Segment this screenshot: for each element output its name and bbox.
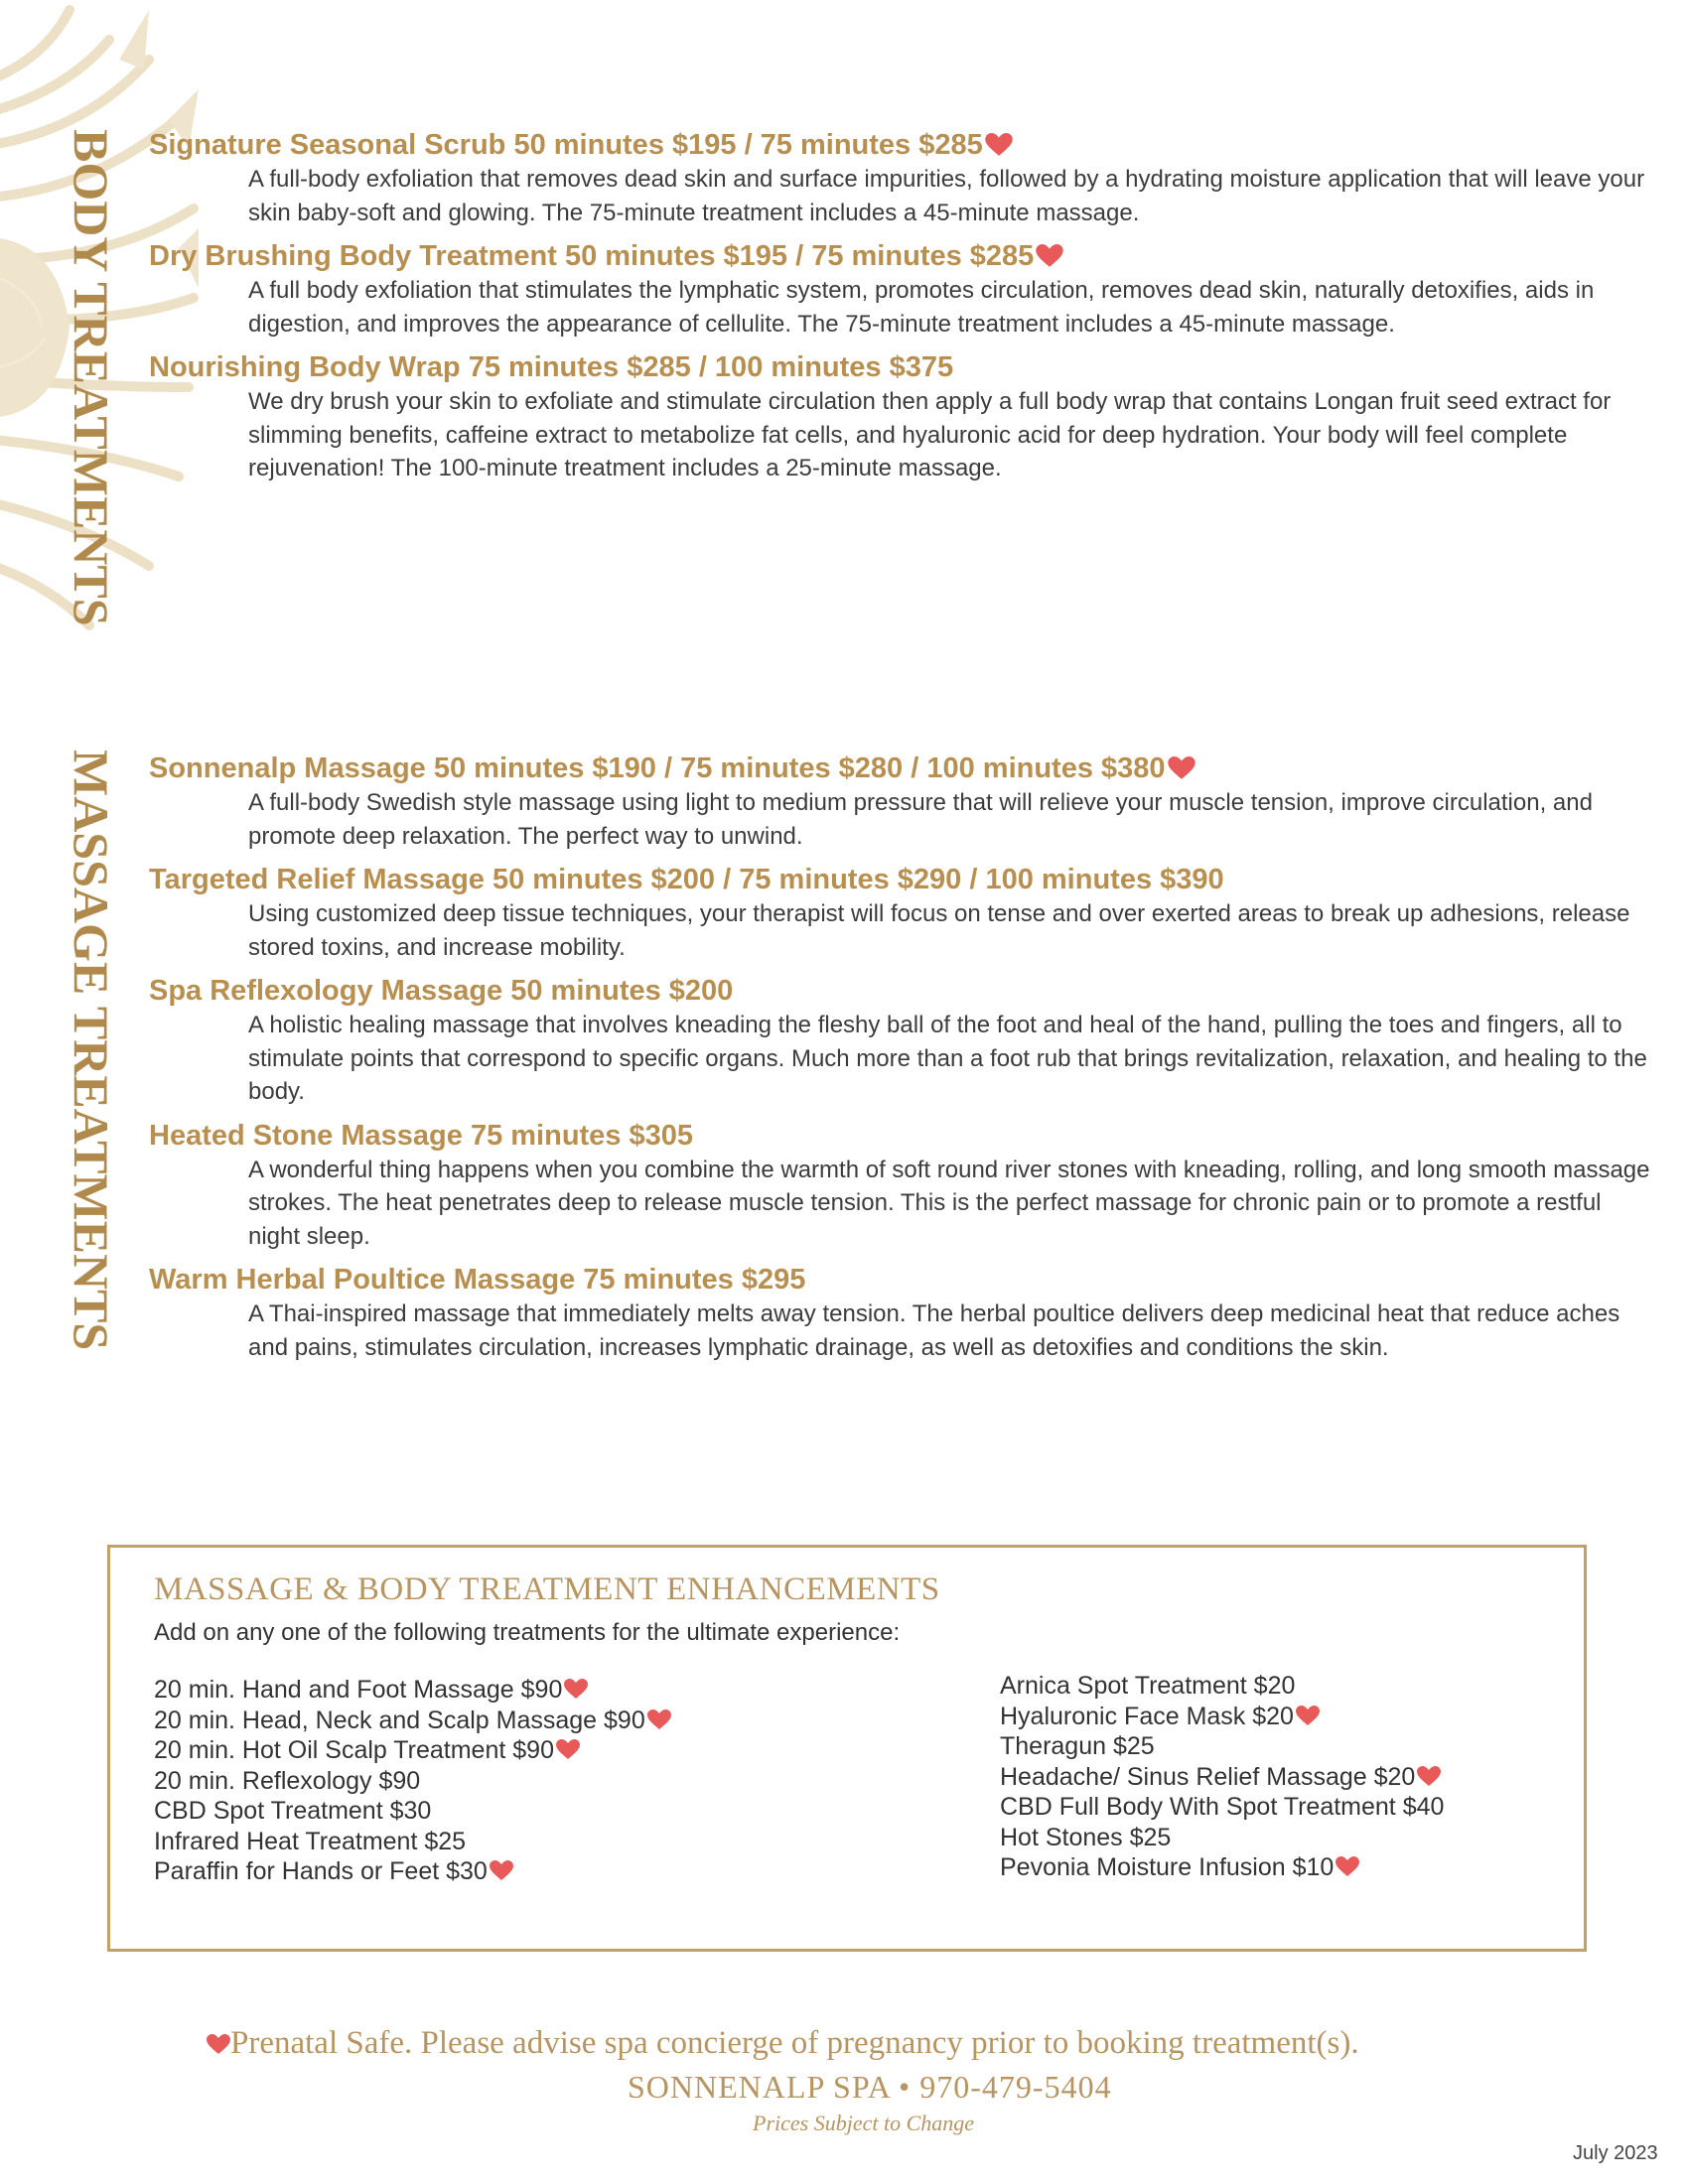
treatment-title-text: Sonnenalp Massage 50 minutes $190 / 75 minutes $280 / 100 minutes $380 — [149, 752, 1166, 784]
treatment-title-text: Spa Reflexology Massage 50 minutes $200 — [149, 975, 734, 1007]
enhancement-text: Infrared Heat Treatment $25 — [154, 1827, 467, 1855]
treatment-title — [149, 973, 1658, 1009]
treatment-title-text: Nourishing Body Wrap 75 minutes $285 / 100 minutes $375 — [149, 351, 954, 383]
treatment-title — [149, 238, 1658, 274]
enhancement-text: Hyaluronic Face Mask $20 — [1000, 1702, 1294, 1730]
treatment-title-text: Targeted Relief Massage 50 minutes $200 / 75 minutes $290 / 100 minutes $390 — [149, 864, 1224, 895]
treatment-title-text: Dry Brushing Body Treatment 50 minutes $195 / 75 minutes $285 — [149, 240, 1035, 272]
enhancement-text: CBD Spot Treatment $30 — [154, 1797, 432, 1825]
massage-treatments-list — [149, 751, 1658, 1373]
body-treatments-list — [149, 127, 1658, 494]
treatment-description: A wonderful thing happens when you combine the warmth of soft round river stones with kneading, rolling, and long smooth massage strokes. The heat penetrates deep to release muscle tension. This is the perfect massage for chronic pain or to promote a restful night sleep. — [248, 1156, 1650, 1250]
enhancement-text: 20 min. Head, Neck and Scalp Massage $90 — [154, 1706, 645, 1734]
enhancement-item — [154, 1796, 671, 1827]
enhancement-text: Paraffin for Hands or Feet $30 — [154, 1857, 488, 1885]
enhancement-text: Arnica Spot Treatment $20 — [1000, 1672, 1296, 1700]
treatment-item — [149, 349, 1658, 485]
treatment-item — [149, 127, 1658, 229]
enhancements-box — [107, 1545, 1587, 1952]
treatment-description: A full-body exfoliation that removes dead skin and surface impurities, followed by a hydrating moisture application that will leave your skin baby-soft and glowing. The 75-minute treatment includes a 45-minute massage. — [248, 166, 1645, 226]
treatment-title — [149, 862, 1658, 897]
enhancement-text: 20 min. Hot Oil Scalp Treatment $90 — [154, 1736, 554, 1764]
heart-icon — [1296, 1706, 1320, 1726]
enhancement-item — [1000, 1762, 1444, 1793]
enhancement-item — [1000, 1702, 1444, 1732]
heart-icon — [1168, 756, 1196, 780]
treatment-title — [149, 349, 1658, 385]
prices-note: Prices Subject to Change — [753, 2111, 975, 2135]
heart-icon — [207, 2034, 230, 2055]
enhancement-item — [154, 1827, 671, 1857]
treatment-description: A full-body Swedish style massage using light to medium pressure that will relieve your muscle tension, improve circulation, and promote deep relaxation. The perfect way to unwind. — [248, 789, 1593, 850]
body-treatments-heading: BODY TREATMENTS — [64, 129, 119, 626]
heart-icon — [1336, 1856, 1359, 1877]
heart-icon — [1417, 1766, 1441, 1787]
document-date: July 2023 — [1573, 2142, 1658, 2164]
massage-treatments-heading: MASSAGE TREATMENTS — [64, 750, 119, 1351]
enhancements-title: MASSAGE & BODY TREATMENT ENHANCEMENTS — [154, 1571, 940, 1607]
enhancement-text: Hot Stones $25 — [1000, 1823, 1172, 1851]
enhancement-text: 20 min. Hand and Foot Massage $90 — [154, 1676, 563, 1704]
treatment-item — [149, 862, 1658, 964]
enhancement-item — [154, 1766, 671, 1797]
enhancement-item — [1000, 1671, 1444, 1702]
treatment-title — [149, 1118, 1658, 1154]
treatment-item — [149, 751, 1658, 853]
treatment-title — [149, 751, 1658, 786]
treatment-title-text: Signature Seasonal Scrub 50 minutes $195 / 75 minutes $285 — [149, 129, 983, 161]
heart-icon — [490, 1860, 513, 1881]
treatment-title-text: Warm Herbal Poultice Massage 75 minutes $295 — [149, 1264, 806, 1296]
treatment-description: A full body exfoliation that stimulates the lymphatic system, promotes circulation, removes dead skin, naturally detoxifies, aids in digestion, and improves the appearance of cellulite. The 75-minute treatment includes a 45-minute massage. — [248, 277, 1595, 338]
enhancements-right-column — [1000, 1671, 1444, 1883]
enhancement-text: CBD Full Body With Spot Treatment $40 — [1000, 1793, 1445, 1821]
enhancement-text: Theragun $25 — [1000, 1732, 1155, 1760]
enhancement-text: 20 min. Reflexology $90 — [154, 1766, 421, 1795]
enhancement-item — [1000, 1731, 1444, 1762]
enhancement-text: Pevonia Moisture Infusion $10 — [1000, 1853, 1335, 1881]
treatment-description: Using customized deep tissue techniques, your therapist will focus on tense and over exerted areas to break up adhesions, release stored toxins, and increase mobility. — [248, 900, 1630, 961]
enhancement-item — [154, 1856, 671, 1887]
treatment-description: A holistic healing massage that involves kneading the fleshy ball of the foot and heal of the hand, pulling the toes and fingers, all to stimulate points that correspond to specific organs. Much more than a foot rub that brings revitalization, relaxation, and healing to the body. — [248, 1012, 1647, 1105]
spa-contact-text: SONNENALP SPA • 970-479-5404 — [628, 2069, 1112, 2105]
enhancements-subtitle: Add on any one of the following treatments for the ultimate experience: — [154, 1619, 901, 1646]
prenatal-note-text: Prenatal Safe. Please advise spa concierge of pregnancy prior to booking treatment(s). — [230, 2025, 1359, 2061]
enhancement-item — [154, 1675, 671, 1706]
heart-icon — [647, 1709, 671, 1730]
treatment-item — [149, 1118, 1658, 1254]
enhancement-item — [1000, 1823, 1444, 1853]
treatment-item — [149, 973, 1658, 1109]
enhancement-item — [154, 1735, 671, 1766]
enhancement-item — [1000, 1792, 1444, 1823]
treatment-description: A Thai-inspired massage that immediately melts away tension. The herbal poultice delivers deep medicinal heat that reduce aches and pains, stimulates circulation, increases lymphatic drainage, as well as detoxifies and conditions the skin. — [248, 1300, 1620, 1361]
heart-icon — [556, 1739, 580, 1760]
treatment-description: We dry brush your skin to exfoliate and stimulate circulation then apply a full body wrap that contains Longan fruit seed extract for slimming benefits, caffeine extract to metabolize fat cells, and hyaluronic acid for deep hydration. Your body will feel complete rejuvenation! The 100-minute treatment includes a 25-minute massage. — [248, 388, 1612, 481]
treatment-title-text: Heated Stone Massage 75 minutes $305 — [149, 1119, 694, 1152]
treatment-item — [149, 1262, 1658, 1364]
enhancements-left-column — [154, 1675, 671, 1887]
heart-icon — [985, 133, 1013, 157]
heart-icon — [564, 1679, 588, 1700]
treatment-title — [149, 1262, 1658, 1297]
treatment-title — [149, 127, 1658, 163]
heart-icon — [1036, 244, 1063, 268]
enhancement-text: Headache/ Sinus Relief Massage $20 — [1000, 1762, 1416, 1791]
enhancement-item — [1000, 1852, 1444, 1883]
enhancement-item — [154, 1706, 671, 1736]
treatment-item — [149, 238, 1658, 341]
